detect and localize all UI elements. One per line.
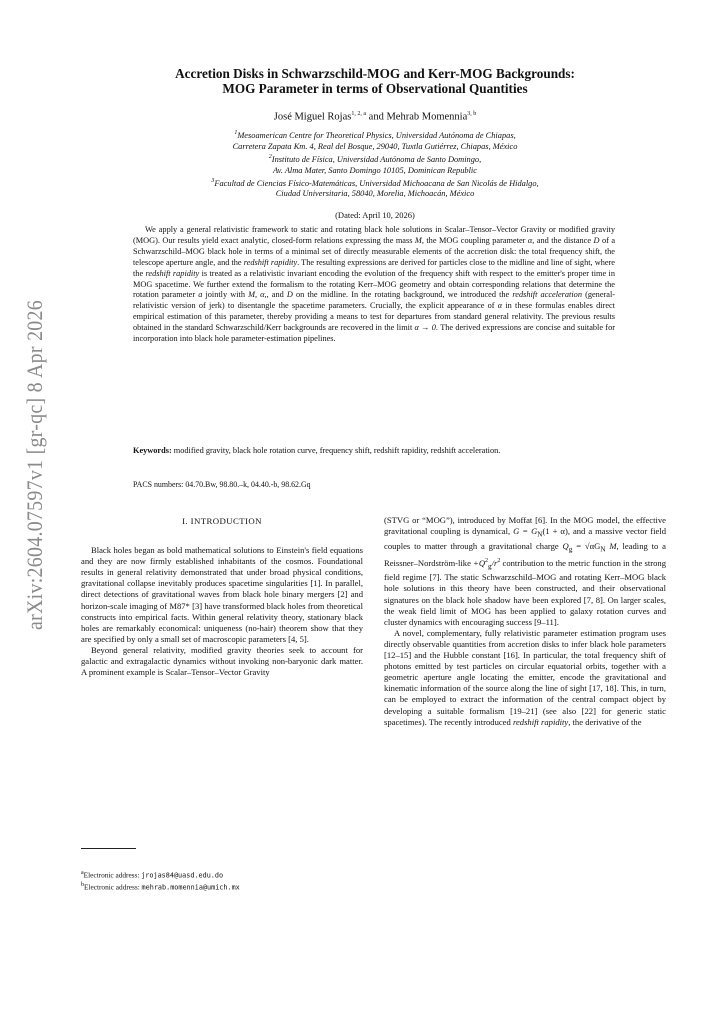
affil-3-num: 3 <box>211 177 215 184</box>
footnote-rule <box>81 848 136 849</box>
affiliations <box>110 128 640 199</box>
author-2: Mehrab Momennia <box>386 111 468 123</box>
author-2-affil: 3, b <box>467 111 477 117</box>
keywords-text: modified gravity, black hole rotation curve, frequency shift, redshift rapidity, redshift acceleration. <box>171 446 501 455</box>
keywords-label: Keywords: <box>133 446 172 455</box>
footnotes <box>81 868 363 893</box>
footnote-b: $^b$Electronic address: mehrab.momennia@umich.mx <box>81 882 240 892</box>
left-column <box>81 508 363 678</box>
right-paragraph-1: (STVG or “MOG”), introduced by Moffat [6]. In the MOG model, the effective gravitational coupling is dynamical, $G = G_N(1 + \alpha)$, and a massive vector field couples to matter through a gravitational charge $Q_g = √\alpha G_N$ M, leading to a Reissner–Nordström-like $+Q^2_g/r^2$ contribution to the metric function in the strong field regime [7]. The static Schwarzschild–MOG and rotating Kerr–MOG black hole solutions in this theory have been constructed, and their observational signatures on the black hole shadow have been explored [7, 8]. On larger scales, the weak field limit of MOG has been applied to galaxy rotation curves and cluster dynamics with encouraging success [9–11]. <box>384 515 666 627</box>
section-heading: I. INTRODUCTION <box>182 516 262 526</box>
affil-3-line-1: Facultad de Ciencias Físico-Matemáticas, Universidad Michoacana de San Nicolás de Hidalgo, <box>214 178 539 188</box>
intro-paragraph-2: Beyond general relativity, modified gravity theories seek to account for galactic and extragalactic dynamics without invoking non-baryonic dark matter. A prominent example is Scalar–Tensor–Vector Gravity <box>81 644 363 678</box>
paper-title <box>110 66 640 96</box>
affiliation-3 <box>110 176 640 189</box>
author-1-affil: 1, 2, a <box>351 111 367 117</box>
author-separator: and <box>366 111 387 123</box>
affiliation-2 <box>110 152 640 165</box>
date-line: (Dated: April 10, 2026) <box>335 210 415 220</box>
intro-paragraph-1: Black holes began as bold mathematical solutions to Einstein's field equations and they are now firmly established inhabitants of the cosmos. Foundational results in general relativity demonstrated that under broad physical conditions, gravitational collapse inevitably produces spacetime singularities [1]. In parallel, direct detections of gravitational waves from black hole binary mergers [2] and horizon-scale imaging of M87* [3] have transformed black holes from theoretical constructs into empirical facts. Within general relativity theory, stationary black holes are remarkably economical: uniqueness (no-hair) theorem show that they are specified by only a small set of macroscopic parameters [4, 5]. <box>81 545 363 644</box>
email-rojas[interactable]: jrojas84@uasd.edu.do <box>141 871 224 880</box>
abstract-paragraph: We apply a general relativistic framework to static and rotating black hole solutions in Scalar–Tensor–Vector Gravity or modified gravity (MOG). Our results yield exact analytic, closed-form relations expressing the mass M, the MOG coupling parameter α, and the distance D of a Schwarzschild–MOG black hole in terms of a minimal set of directly measurable elements of the accretion disk: the total frequency shift, the telescope aperture angle, and the redshift rapidity. The resulting expressions are derived for particles close to the midline and line of sight, where the redshift rapidity is treated as a relativistic invariant encoding the evolution of the frequency shift with respect to the emitter's proper time in MOG spacetime. We further extend the formalism to the rotating Kerr–MOG geometry and obtain corresponding relations that determine the rotation parameter a jointly with M, α,, and D on the midline. In the rotating background, we introduced the redshift acceleration (general-relativistic version of jerk) to disentangle the spacetime parameters. Crucially, the explicit appearance of α in these formulas enables direct empirical estimation of this parameter, thereby providing a means to test for departures from standard general relativity. The previous results obtained in the standard Schwarzschild/Kerr backgrounds are recovered in the limit α → 0. The derived expressions are concise and suitable for incorporation into black hole parameter-estimation pipelines. <box>133 225 616 344</box>
affil-3-line-2: Ciudad Universitaria, 58040, Morelia, Michoacán, México <box>275 189 475 199</box>
affil-1-line-2: Carretera Zapata Km. 4, Real del Bosque, 29040, Tuxtla Gutiérrez, Chiapas, México <box>232 141 518 151</box>
email-momennia[interactable]: mehrab.momennia@umich.mx <box>141 883 240 892</box>
author-1: José Miguel Rojas <box>273 111 352 123</box>
abstract <box>133 225 615 345</box>
pacs-numbers: PACS numbers: 04.70.Bw, 98.80.–k, 04.40.-b, 98.62.Gq <box>133 480 311 489</box>
affil-1-num: 1 <box>234 130 238 136</box>
affil-2-line-2: Av. Alma Mater, Santo Domingo 10105, Dominican Republic <box>273 165 477 175</box>
affil-2-num: 2 <box>268 153 272 160</box>
title-line-2: MOG Parameter in terms of Observational Quantities <box>222 81 528 96</box>
keywords <box>133 445 615 456</box>
right-column <box>384 515 666 728</box>
affil-2-line-1: Instituto de Física, Universidad Autónoma de Santo Domingo, <box>271 154 482 164</box>
arxiv-id: arXiv:2604.07597v1 [gr-qc] 8 Apr 2026 <box>22 300 47 630</box>
arxiv-stamp <box>14 300 54 640</box>
author-list <box>110 111 640 123</box>
title-line-1: Accretion Disks in Schwarzschild-MOG and Kerr-MOG Backgrounds: <box>175 66 575 81</box>
affiliation-1 <box>110 128 640 141</box>
affil-1-line-1: Mesoamerican Centre for Theoretical Physics, Universidad Autónoma de Chiapas, <box>237 130 516 140</box>
footnote-a: $^a$Electronic address: jrojas84@uasd.edu.do <box>81 870 224 880</box>
right-paragraph-2: A novel, complementary, fully relativistic parameter estimation program uses directly observable quantities from accretion disks to infer black hole parameters [12–15] and the Hubble constant [16]. In particular, the total frequency shift of photons emitted by test particles on circular equatorial orbits, together with a geometric aperture angle locating the emitter, encode the gravitational and kinematic information of the source along the line of sight [17, 18]. This, in turn, can be employed to extract the information of the central compact object by developing a suitable formalism [19–21] (see also [22] for generic static spacetimes). The recently introduced redshift rapidity, the derivative of the <box>384 627 666 727</box>
